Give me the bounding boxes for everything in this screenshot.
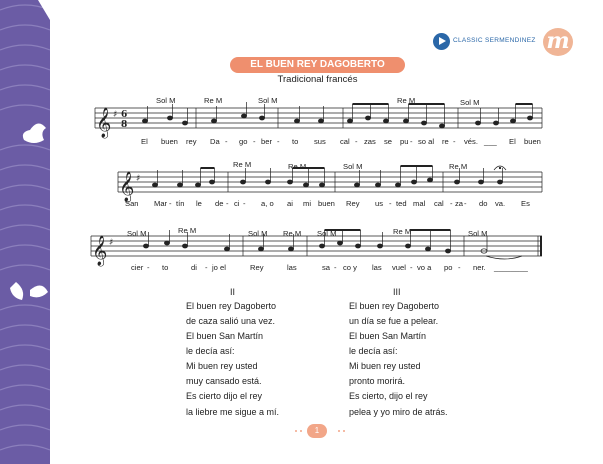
sharp-icon: ♯ bbox=[109, 238, 114, 248]
chord-label: Re M bbox=[178, 226, 197, 235]
treble-clef-icon: 𝄞 bbox=[92, 236, 108, 266]
time-sig-top: 6 bbox=[121, 110, 128, 120]
verse-number: III bbox=[393, 287, 401, 297]
staff-system-3 bbox=[91, 236, 542, 256]
publisher-logo-text: CLASSIC SERMENDINEZ bbox=[453, 37, 536, 44]
treble-clef-icon: 𝄞 bbox=[119, 172, 135, 202]
chord-label: Sol M bbox=[317, 229, 337, 238]
chord-label: Re M bbox=[204, 96, 223, 105]
chord-label: Sol M bbox=[248, 229, 268, 238]
chord-label: Re M bbox=[283, 229, 302, 238]
chord-label: Re M bbox=[288, 162, 307, 171]
page-number: 1 bbox=[307, 424, 327, 438]
chord-label: Sol M bbox=[468, 229, 488, 238]
chord-label: Re M bbox=[397, 96, 416, 105]
chord-label: Re M bbox=[393, 227, 412, 236]
song-title: EL BUEN REY DAGOBERTO bbox=[230, 57, 405, 73]
chord-label: Re M bbox=[233, 160, 252, 169]
sharp-icon: ♯ bbox=[136, 174, 141, 184]
treble-clef-icon: 𝄞 bbox=[96, 108, 112, 138]
chord-label: Sol M bbox=[343, 162, 363, 171]
verse-number: II bbox=[230, 287, 236, 297]
sharp-icon: ♯ bbox=[113, 110, 118, 120]
time-sig-bottom: 8 bbox=[121, 120, 128, 130]
chord-label: Sol M bbox=[127, 229, 147, 238]
publisher-badge: m bbox=[543, 28, 573, 56]
chord-label: Sol M bbox=[258, 96, 278, 105]
chord-label: Sol M bbox=[460, 98, 480, 107]
chord-label: Re M bbox=[449, 162, 468, 171]
chord-label: Sol M bbox=[156, 96, 176, 105]
staff-system-1 bbox=[95, 108, 542, 128]
song-subtitle: Tradicional francés bbox=[277, 74, 358, 85]
